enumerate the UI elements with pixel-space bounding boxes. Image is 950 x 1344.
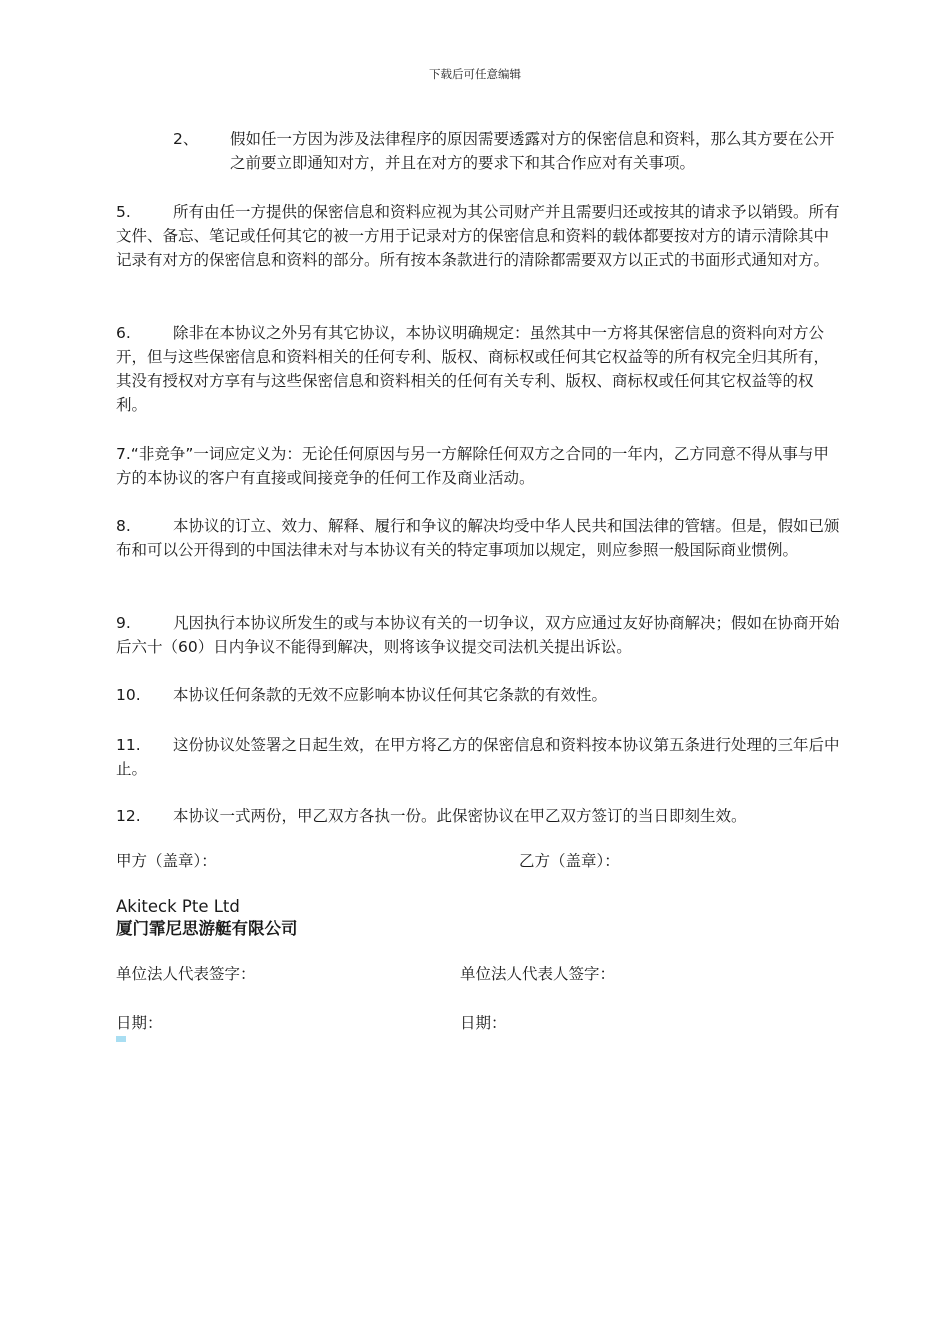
clause-7 bbox=[116, 442, 844, 490]
company-name-cn: 厦门霏尼思游艇有限公司 bbox=[116, 919, 298, 938]
clause-number: 11. bbox=[116, 736, 141, 754]
page-header: 下载后可任意编辑 bbox=[429, 67, 521, 81]
sub-clause-2 bbox=[173, 127, 853, 175]
party-b-date-label: 日期： bbox=[460, 1014, 507, 1032]
clause-number: 6. bbox=[116, 324, 131, 342]
clause-9 bbox=[116, 611, 844, 659]
party-a-representative-label: 单位法人代表签字： bbox=[116, 965, 256, 983]
clause-text: 本协议任何条款的无效不应影响本协议任何其它条款的有效性。 bbox=[173, 686, 608, 704]
party-a-date-label: 日期： bbox=[116, 1014, 163, 1032]
clause-text: “非竞争”一词应定义为：无论任何原因与另一方解除任何双方之合同的一年内，乙方同意不得从事与甲方的本协议的客户有直接或间接竞争的任何工作及商业活动。 bbox=[116, 445, 829, 487]
clause-number: 8. bbox=[116, 517, 131, 535]
text-cursor-marker bbox=[116, 1036, 126, 1042]
clause-text: 本协议的订立、效力、解释、履行和争议的解决均受中华人民共和国法律的管辖。但是，假如已颁布和可以公开得到的中国法律未对与本协议有关的特定事项加以规定，则应参照一般国际商业惯例。 bbox=[116, 517, 840, 559]
clause-12 bbox=[116, 804, 844, 828]
clause-number: 10. bbox=[116, 686, 141, 704]
clause-number: 12. bbox=[116, 807, 141, 825]
clause-5 bbox=[116, 200, 844, 272]
clause-10 bbox=[116, 683, 844, 707]
clause-text: 所有由任一方提供的保密信息和资料应视为其公司财产并且需要归还或按其的请求予以销毁。所有文件、备忘、笔记或任何其它的被一方用于记录对方的保密信息和资料的载体都要按对方的请示清除其中记录有对方的保密信息和资料的部分。所有按本条款进行的清除都需要双方以正式的书面形式通知对方。 bbox=[116, 203, 840, 269]
party-a-seal-label: 甲方（盖章）： bbox=[116, 852, 217, 870]
clause-text: 本协议一式两份，甲乙双方各执一份。此保密协议在甲乙双方签订的当日即刻生效。 bbox=[173, 807, 747, 825]
sub-clause-number: 2、 bbox=[173, 130, 199, 148]
clause-number: 5. bbox=[116, 203, 131, 221]
clause-8 bbox=[116, 514, 844, 562]
clause-number: 9. bbox=[116, 614, 131, 632]
clause-text: 凡因执行本协议所发生的或与本协议有关的一切争议，双方应通过友好协商解决；假如在协商开始后六十（60）日内争议不能得到解决，则将该争议提交司法机关提出诉讼。 bbox=[116, 614, 840, 656]
sub-clause-text: 假如任一方因为涉及法律程序的原因需要透露对方的保密信息和资料，那么其方要在公开之前要立即通知对方，并且在对方的要求下和其合作应对有关事项。 bbox=[230, 130, 835, 172]
party-b-representative-label: 单位法人代表人签字： bbox=[460, 965, 616, 983]
clause-11 bbox=[116, 733, 844, 781]
clause-number: 7. bbox=[116, 445, 131, 463]
company-name-en: Akiteck Pte Ltd bbox=[116, 897, 240, 916]
clause-6 bbox=[116, 321, 844, 417]
party-b-seal-label: 乙方（盖章）： bbox=[519, 852, 620, 870]
clause-text: 这份协议处签署之日起生效，在甲方将乙方的保密信息和资料按本协议第五条进行处理的三年后中止。 bbox=[116, 736, 840, 778]
clause-text: 除非在本协议之外另有其它协议，本协议明确规定：虽然其中一方将其保密信息的资料向对方公开，但与这些保密信息和资料相关的任何专利、版权、商标权或任何其它权益等的所有权完全归其所有，其没有授权对方享有与这些保密信息和资料相关的任何有关专利、版权、商标权或任何其它权益等的权利。 bbox=[116, 324, 830, 414]
